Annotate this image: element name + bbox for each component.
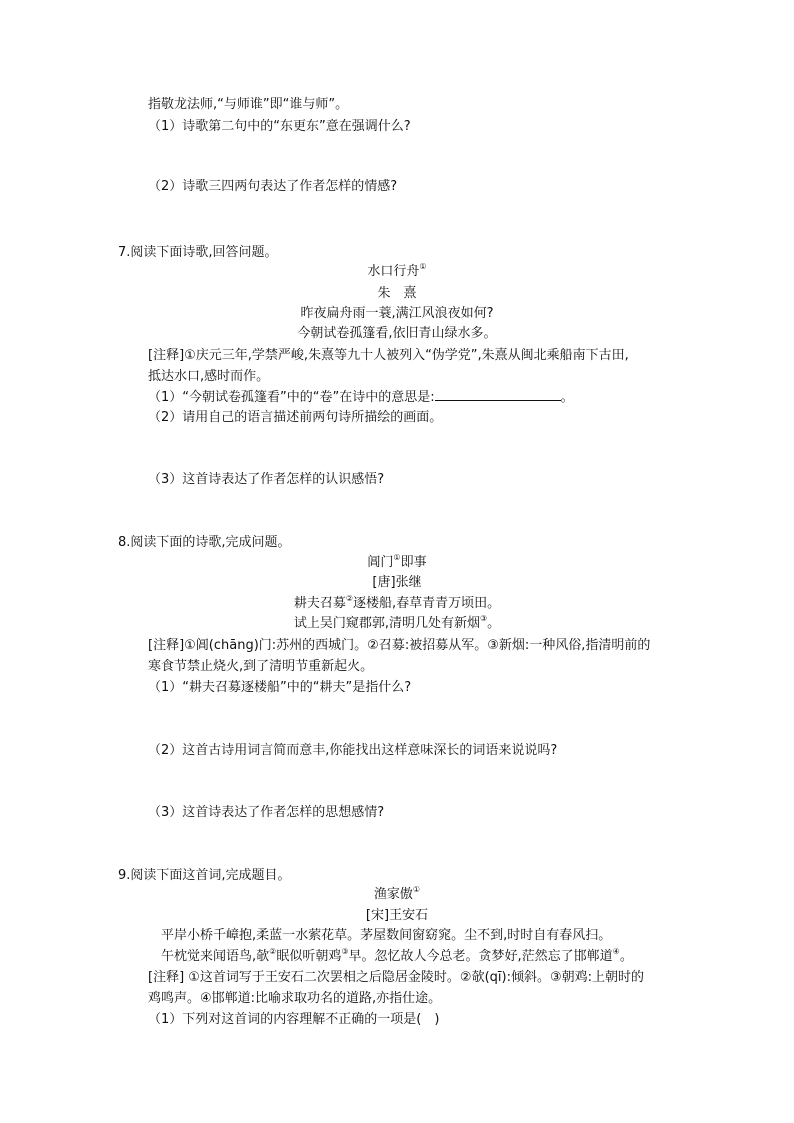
footnote-mark: ③: [341, 947, 349, 956]
footnote-mark: ④: [612, 947, 620, 956]
q8-subquestion-1: （1）“耕夫召募逐楼船”中的“耕夫”是指什么?: [148, 680, 412, 695]
q8-poem-line-2: 试上吴门窥郡郭,清明几处有新烟③。: [293, 614, 501, 631]
q9-note-line-2: 鸡鸣声。④邯郸道:比喻求取功名的道路,亦指仕途。: [148, 991, 442, 1006]
q8-heading: 8.阅读下面的诗歌,完成问题。: [118, 535, 291, 550]
intro-question-2: （2）诗歌三四两句表达了作者怎样的情感?: [148, 179, 398, 194]
q7-heading: 7.阅读下面诗歌,回答问题。: [118, 245, 278, 260]
q9-subquestion-1: （1）下列对这首词的内容理解不正确的一项是( ): [148, 1012, 440, 1027]
q7-subquestion-2: （2）请用自己的语言描述前两句诗所描绘的画面。: [148, 410, 443, 425]
q8-note-line-2: 寒食节禁止烧火,到了清明节重新起火。: [148, 659, 374, 674]
q8-poem-line-1: 耕夫召募②逐楼船,春草青青万顷田。: [293, 594, 501, 611]
q8-poem-title: 阊门①即事: [367, 553, 427, 570]
q9-note-line-1: [注释] ①这首词写于王安石二次罢相之后隐居金陵时。②欹(qī):倾斜。③朝鸡:上朝时的: [148, 970, 645, 985]
footnote-mark: ②: [269, 947, 277, 956]
q9-heading: 9.阅读下面这首词,完成题目。: [118, 868, 291, 883]
q8-poem-author: [唐]张继: [372, 575, 422, 590]
q9-poem-line-2: 午枕觉来闻语鸟,欹②眠似听朝鸡③早。忽忆故人今总老。贪梦好,茫然忘了邯郸道④。: [161, 947, 633, 964]
q7-subquestion-3: （3）这首诗表达了作者怎样的认识感悟?: [148, 472, 385, 487]
intro-note-text: 指敬龙法师,“与师谁”即“谁与师”。: [148, 97, 349, 112]
q7-subquestion-1: （1）“今朝试卷孤篷看”中的“卷”在诗中的意思是: 。: [148, 387, 574, 408]
q8-note-line-1: [注释]①阊(chāng)门:苏州的西城门。②召募:被招募从军。③新烟:一种风俗,指清明前的: [148, 638, 651, 653]
footnote-mark: ①: [419, 262, 427, 271]
footnote-mark: ①: [412, 885, 421, 894]
q7-note-line-2: 抵达水口,感时而作。: [148, 369, 270, 384]
footnote-mark: ③: [479, 614, 488, 623]
q9-poem-line-1: 平岸小桥千嶂抱,柔蓝一水萦花草。茅屋数间窗窈窕。尘不到,时时自有春风扫。: [161, 928, 612, 943]
intro-question-1: （1）诗歌第二句中的“东更东”意在强调什么?: [148, 119, 411, 134]
q7-poem-line-2: 今朝试卷孤篷看,依旧青山绿水多。: [297, 326, 497, 341]
answer-blank[interactable]: [435, 387, 561, 401]
q8-subquestion-3: （3）这首诗表达了作者怎样的思想感情?: [148, 805, 385, 820]
q8-subquestion-2: （2）这首古诗用词言简而意丰,你能找出这样意味深长的词语来说说吗?: [148, 743, 558, 758]
q7-poem-author: 朱 熹: [377, 286, 417, 301]
q9-poem-title: 渔家傲①: [373, 885, 421, 902]
q7-poem-title: 水口行舟①: [367, 262, 427, 279]
q9-poem-author: [宋]王安石: [365, 908, 429, 923]
footnote-mark: ②: [345, 594, 354, 603]
q7-poem-line-1: 昨夜扁舟雨一蓑,满江风浪夜如何?: [300, 306, 494, 321]
q7-note-line-1: [注释]①庆元三年,学禁严峻,朱熹等九十人被列入“伪学党”,朱熹从闽北乘船南下古田,: [148, 348, 629, 363]
footnote-mark: ①: [393, 553, 401, 562]
